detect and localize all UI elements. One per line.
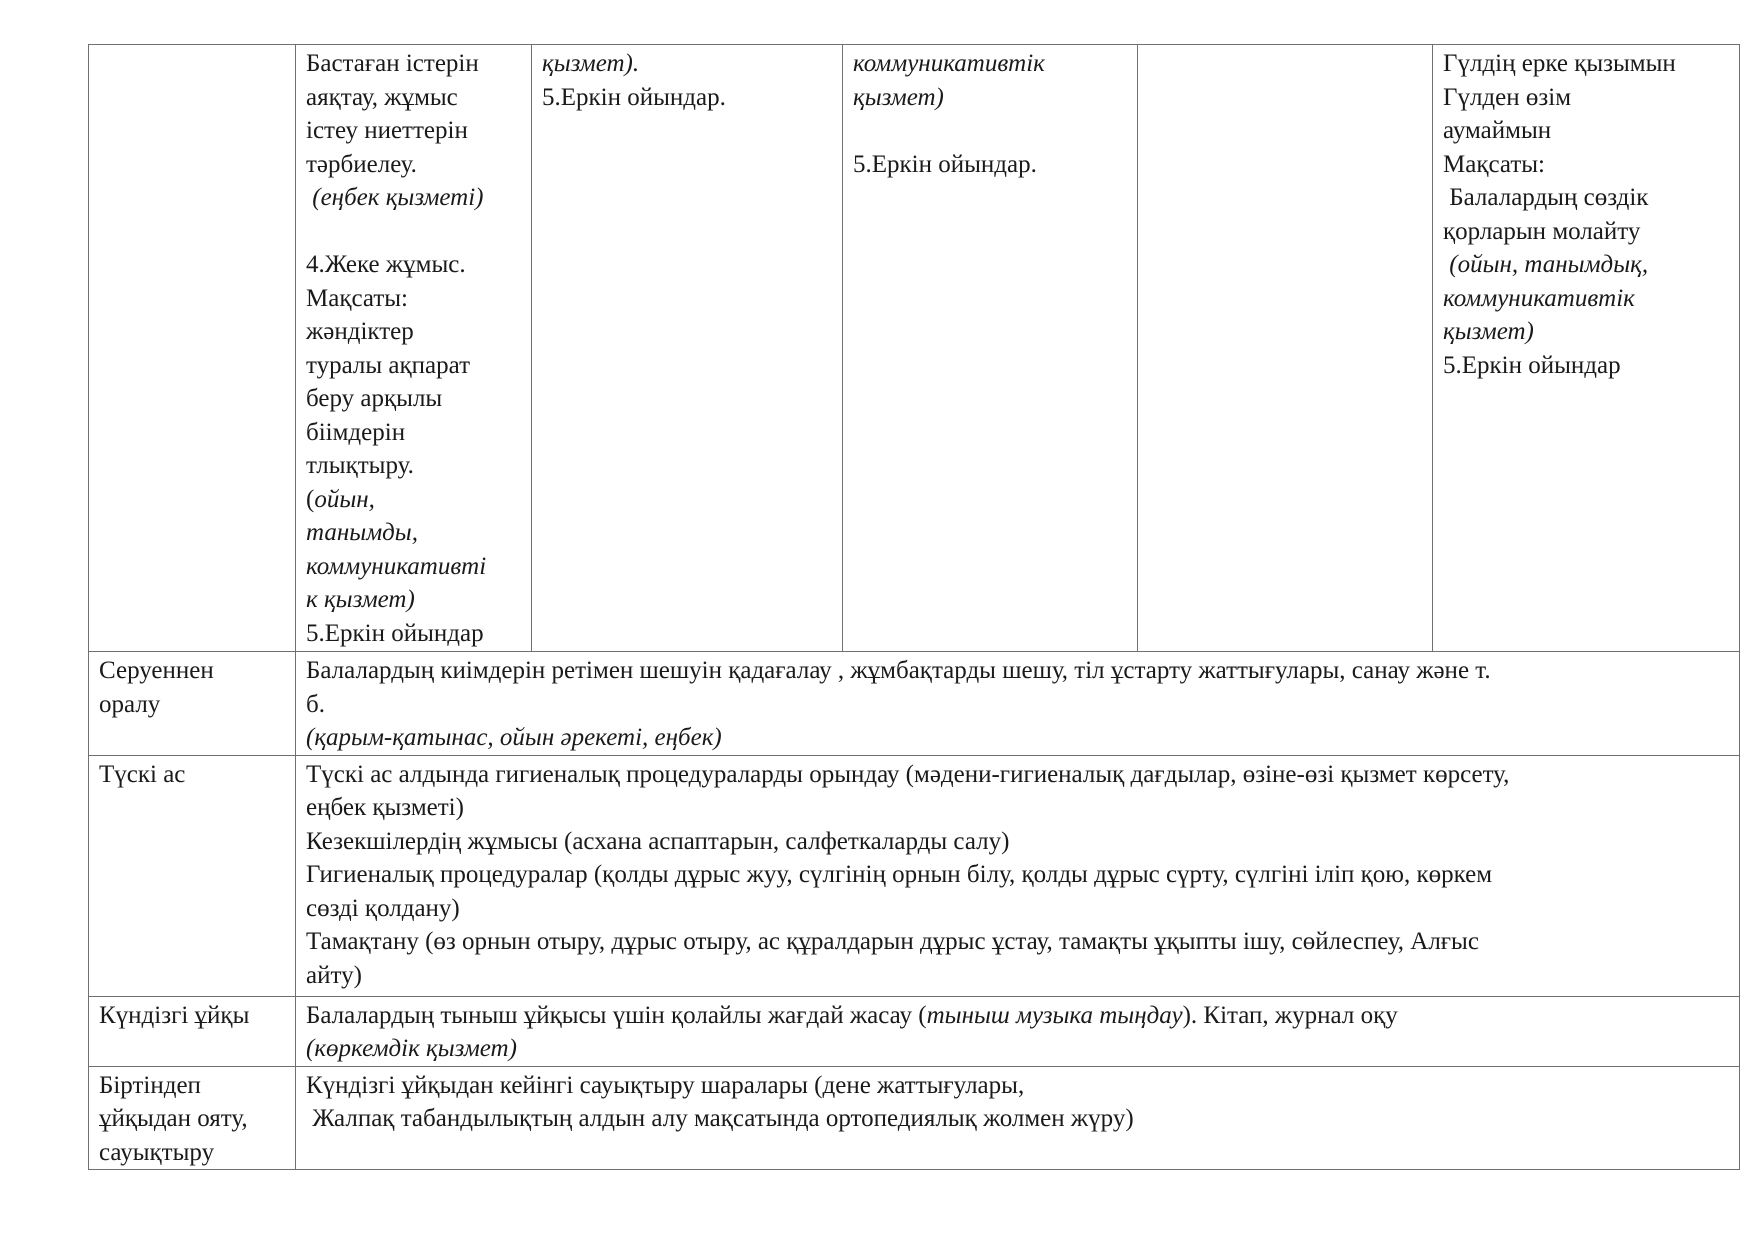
col3-line: 5.Еркін ойындар. [542,83,726,111]
return-label-line1: Серуеннен [99,657,214,684]
col6-line: Мақсаты: [1443,150,1545,178]
col2-line: тәрбиелеу. [306,150,417,178]
daily-plan-table [88,44,1740,1170]
col2-lines [306,47,521,483]
col2-line: жәндіктер [306,318,414,345]
col2-line: істеу ниеттерін [306,117,468,144]
return-text-line2: б. [306,690,325,718]
col2-tail-line: коммуникативті [306,552,487,580]
col2-line: (еңбек қызметі) [306,184,484,211]
lunch-row [89,755,1740,996]
lunch-line2: еңбек қызметі) [306,794,464,821]
col4-lines [853,47,1127,181]
return-text-line1: Балалардың киімдерін ретімен шешуін қадағалау , жұмбақтарды шешу, тіл ұстарту жаттығулары, санау және т. [306,657,1491,684]
wake-line1: Күндізгі ұйқыдан кейінгі сауықтыру шаралары (дене жаттығулары, [306,1071,1025,1099]
lunch-label-cell [89,755,296,996]
col6-line: коммуникативтік [1443,284,1635,312]
activities-row [89,45,1740,652]
wake-label-line3: сауықтыру [99,1138,215,1166]
sleep-label: Күндізгі ұйқы [99,1001,250,1029]
wake-content-cell [296,1066,1740,1170]
lunch-line1: Түскі ас алдында гигиеналық процедураларды орындау (мәдени-гигиеналық дағдылар, өзіне-өзі қызмет көрсету, [306,760,1510,788]
col2-line: Бастаған істерін [306,50,479,77]
lunch-line3: Кезекшілердің жұмысы (асхана аспаптарын, салфеткаларды салу) [306,827,1010,855]
activities-cell-col4 [843,45,1138,652]
lunch-line6: Тамақтану (өз орнын отыру, дұрыс отыру, ас құралдарын дұрыс ұстау, тамақты ұқыпты ішу, сөйлеспеу, Алғыс [306,928,1479,955]
col4-line: қызмет) [853,83,944,111]
col2-line: беру арқылы [306,385,443,412]
col3-line: қызмет). [542,50,640,77]
wake-up-row [89,1066,1740,1170]
lunch-line5: сөзді қолдану) [306,894,460,922]
return-label-line2: оралу [99,690,161,718]
col6-line: қызмет) [1443,318,1534,345]
col6-line: Балалардың сөздік [1443,184,1649,211]
col6-line: аумаймын [1443,117,1552,144]
return-content-cell [296,652,1740,756]
col6-line: 5.Еркін ойындар [1443,351,1621,379]
col2-line: 4.Жеке жұмыс. [306,251,466,278]
col2-tail-line: 5.Еркін ойындар [306,619,484,647]
lunch-label: Түскі ас [99,760,186,788]
col2-line: Мақсаты: [306,284,408,312]
col6-line: (ойын, танымдық, [1443,251,1649,278]
col6-line: Гүлдің ерке қызымын [1443,50,1676,77]
col6-line: қорларын молайту [1443,217,1641,245]
col2-tail-line: танымды, [306,519,418,546]
day-sleep-row [89,996,1740,1066]
col4-line [853,114,1127,148]
activities-cell-col6 [1433,45,1740,652]
wake-label-line2: ұйқыдан ояту, [99,1105,248,1132]
wake-label-line1: Біртіндеп [99,1071,201,1099]
return-label-cell [89,652,296,756]
col6-line: Гүлден өзім [1443,83,1572,111]
return-from-walk-row [89,652,1740,756]
lunch-line4: Гигиеналық процедуралар (қолды дұрыс жуу, сүлгінің орнын білу, қолды дұрыс сүрту, сүлгіні іліп қою, көркем [306,861,1493,888]
col2-line: туралы ақпарат [306,351,471,379]
col2-mixed-line: (ойын, [306,485,375,513]
col2-line: тлықтыру. [306,452,414,479]
sleep-line1: Балалардың тыныш ұйқысы үшін қолайлы жағдай жасау (тыныш музыка тыңдау). Кітап, журнал оқу [306,1001,1398,1029]
lunch-line7: айту) [306,961,362,989]
col2-tail-line: к қызмет) [306,586,415,613]
activities-cell-col3 [532,45,843,652]
col4-line: 5.Еркін ойындар. [853,150,1037,178]
col2-line [306,215,521,249]
col6-lines [1443,47,1729,382]
sleep-content-cell [296,996,1740,1066]
col3-lines [542,47,832,114]
activities-cell-col5 [1138,45,1433,652]
activities-cell-col2 [296,45,532,652]
col2-line: аяқтау, жұмыс [306,83,458,111]
sleep-line2: (көркемдік қызмет) [306,1035,517,1062]
col4-line: коммуникативтік [853,50,1045,77]
wake-label-cell [89,1066,296,1170]
activities-label-cell [89,45,296,652]
col2-tail-lines [306,516,521,650]
wake-line2: Жалпақ табандылықтың алдын алу мақсатында ортопедиялық жолмен жүру) [306,1105,1134,1132]
return-text-line3: (қарым-қатынас, ойын әрекеті, еңбек) [306,724,722,751]
sleep-label-cell [89,996,296,1066]
col2-line: біімдерін [306,418,406,446]
lunch-content-cell [296,755,1740,996]
